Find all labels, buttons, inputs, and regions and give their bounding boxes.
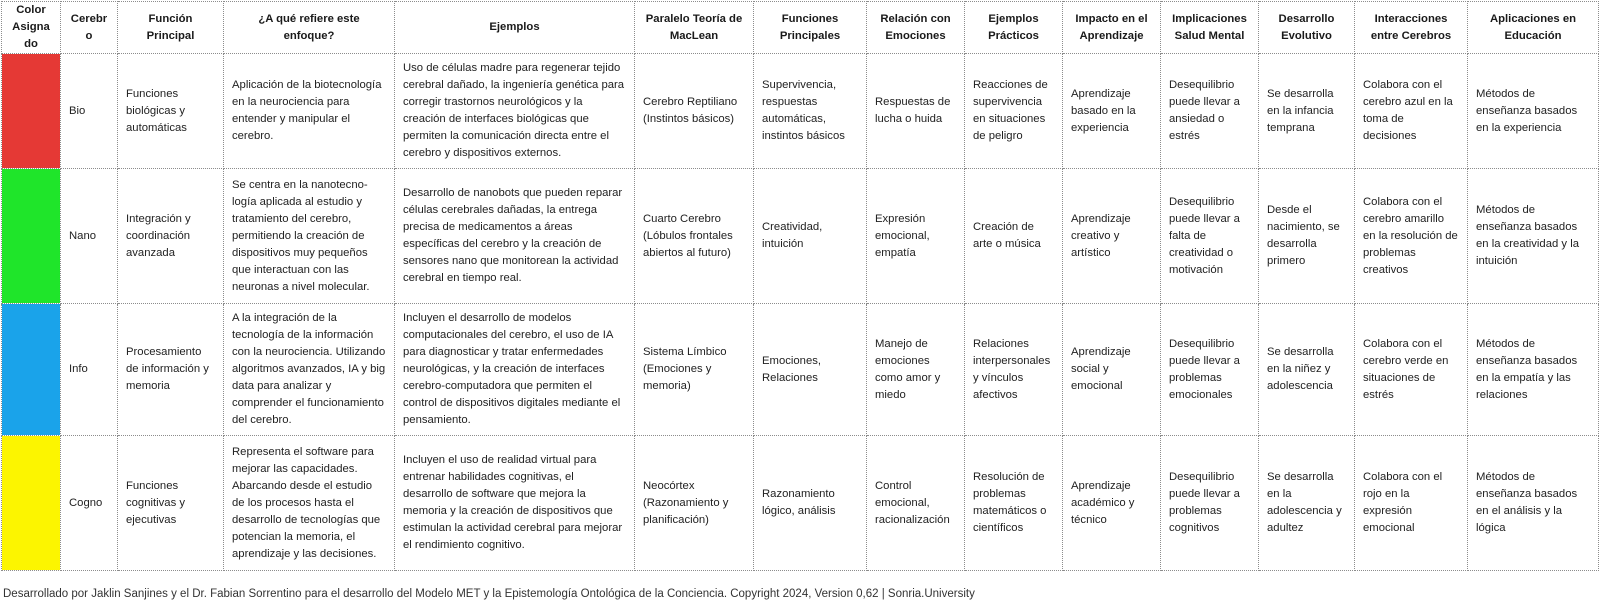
header-evolutionary-development: Desarrollo Evolutivo: [1259, 2, 1355, 54]
brain-name: Cogno: [61, 436, 118, 571]
table-cell: Desarrollo de nanobots que pueden reparar células cerebrales dañadas, la entrega precisa de medicamentos a áreas específicas del cerebro y la creación de sensores nano que monitorean la actividad cerebral en tiempo real.: [395, 169, 635, 304]
header-main-functions: Funciones Principales: [754, 2, 867, 54]
table-cell: Métodos de enseñanza basados en la empatía y las relaciones: [1468, 304, 1599, 436]
table-cell: Aplicación de la biotecnología en la neurociencia para entender y manipular el cerebro.: [224, 54, 395, 169]
table-cell: Aprendizaje social y emocional: [1063, 304, 1161, 436]
table-cell: Cuarto Cerebro (Lóbulos frontales abiertos al futuro): [635, 169, 754, 304]
table-cell: Cerebro Reptiliano (Instintos básicos): [635, 54, 754, 169]
header-approach: ¿A qué refiere este enfoque?: [224, 2, 395, 54]
table-cell: Aprendizaje creativo y artístico: [1063, 169, 1161, 304]
table-cell: Neocórtex (Razonamiento y planificación): [635, 436, 754, 571]
table-cell: Métodos de enseñanza basados en el análisis y la lógica: [1468, 436, 1599, 571]
table-cell: Sistema Límbico (Emociones y memoria): [635, 304, 754, 436]
brain-model-table: [1, 1, 1599, 571]
table-cell: Desequilibrio puede llevar a problemas cognitivos: [1161, 436, 1259, 571]
table-cell: Se desarrolla en la niñez y adolescencia: [1259, 304, 1355, 436]
brain-name: Nano: [61, 169, 118, 304]
header-practical-examples: Ejemplos Prácticos: [965, 2, 1063, 54]
table-cell: Funciones biológicas y automáticas: [118, 54, 224, 169]
table-cell: Procesamiento de información y memoria: [118, 304, 224, 436]
table-cell: Colabora con el rojo en la expresión emocional: [1355, 436, 1468, 571]
table-cell: Emociones, Relaciones: [754, 304, 867, 436]
color-swatch: [2, 54, 61, 169]
table-cell: Aprendizaje basado en la experiencia: [1063, 54, 1161, 169]
color-swatch: [2, 169, 61, 304]
table-cell: Manejo de emociones como amor y miedo: [867, 304, 965, 436]
table-cell: Se desarrolla en la adolescencia y adultez: [1259, 436, 1355, 571]
table-cell: Se desarrolla en la infancia temprana: [1259, 54, 1355, 169]
table-cell: Respuestas de lucha o huida: [867, 54, 965, 169]
table-cell: Desde el nacimiento, se desarrolla primero: [1259, 169, 1355, 304]
header-color: Color Asignado: [2, 2, 61, 54]
table-cell: Creación de arte o música: [965, 169, 1063, 304]
table-cell: Colabora con el cerebro verde en situaciones de estrés: [1355, 304, 1468, 436]
table-cell: Incluyen el uso de realidad virtual para entrenar habilidades cognitivas, el desarrollo de software que mejora la memoria y la creación de dispositivos que estimulan la actividad cerebral para mejorar el rendimiento cognitivo.: [395, 436, 635, 571]
table-cell: Desequilibrio puede llevar a falta de creatividad o motivación: [1161, 169, 1259, 304]
footer-credits: Desarrollado por Jaklin Sanjines y el Dr. Fabian Sorrentino para el desarrollo del Modelo MET y la Epistemología Ontológica de la Conciencia. Copyright 2024, Version 0,62 | Sonria.University: [3, 588, 975, 600]
brain-name: Info: [61, 304, 118, 436]
table-row: [2, 304, 1599, 436]
table-cell: Relaciones interpersonales y vínculos afectivos: [965, 304, 1063, 436]
header-examples: Ejemplos: [395, 2, 635, 54]
color-swatch: [2, 436, 61, 571]
table-cell: Reacciones de supervivencia en situaciones de peligro: [965, 54, 1063, 169]
table-cell: Desequilibrio puede llevar a ansiedad o estrés: [1161, 54, 1259, 169]
header-maclean: Paralelo Teoría de MacLean: [635, 2, 754, 54]
table-cell: Desequilibrio puede llevar a problemas emocionales: [1161, 304, 1259, 436]
table-cell: Colabora con el cerebro azul en la toma de decisiones: [1355, 54, 1468, 169]
table-cell: A la integración de la tecnología de la información con la neurociencia. Utilizando algoritmos avanzados, IA y big data para analizar y comprender el funcionamiento del cerebro.: [224, 304, 395, 436]
header-mental-health: Implicaciones Salud Mental: [1161, 2, 1259, 54]
header-brain-interactions: Interacciones entre Cerebros: [1355, 2, 1468, 54]
table-cell: Métodos de enseñanza basados en la experiencia: [1468, 54, 1599, 169]
table-cell: Se centra en la nanotecno-logía aplicada al estudio y tratamiento del cerebro, permitiendo la creación de dispositivos muy pequeños que interactuan con las neuronas a nivel molecular.: [224, 169, 395, 304]
table-row: [2, 54, 1599, 169]
header-row: [2, 2, 1599, 54]
color-swatch: [2, 304, 61, 436]
brain-name: Bio: [61, 54, 118, 169]
header-main-function: Función Principal: [118, 2, 224, 54]
table-cell: Incluyen el desarrollo de modelos computacionales del cerebro, el uso de IA para diagnosticar y tratar enfermedades neurológicas, y la creación de interfaces cerebro-computadora que permiten el control de dispositivos digitales mediante el pensamiento.: [395, 304, 635, 436]
table-row: [2, 169, 1599, 304]
table-cell: Razonamiento lógico, análisis: [754, 436, 867, 571]
table-cell: Aprendizaje académico y técnico: [1063, 436, 1161, 571]
header-learning-impact: Impacto en el Aprendizaje: [1063, 2, 1161, 54]
table-cell: Supervivencia, respuestas automáticas, instintos básicos: [754, 54, 867, 169]
table-cell: Representa el software para mejorar las capacidades. Abarcando desde el estudio de los procesos hasta el desarrollo de tecnologías que potencian la memoria, el aprendizaje y las decisiones.: [224, 436, 395, 571]
header-education: Aplicaciones en Educación: [1468, 2, 1599, 54]
table-cell: Control emocional, racionalización: [867, 436, 965, 571]
table-cell: Uso de células madre para regenerar tejido cerebral dañado, la ingeniería genética para corregir trastornos neurológicos y la creación de interfaces biológicas que permiten la comunicación directa entre el cerebro y dispositivos externos.: [395, 54, 635, 169]
table-row: [2, 436, 1599, 571]
table-cell: Métodos de enseñanza basados en la creatividad y la intuición: [1468, 169, 1599, 304]
table-cell: Integración y coordinación avanzada: [118, 169, 224, 304]
header-emotions: Relación con Emociones: [867, 2, 965, 54]
header-brain: Cerebro: [61, 2, 118, 54]
table-cell: Expresión emocional, empatía: [867, 169, 965, 304]
table-cell: Resolución de problemas matemáticos o científicos: [965, 436, 1063, 571]
table-cell: Colabora con el cerebro amarillo en la resolución de problemas creativos: [1355, 169, 1468, 304]
table-cell: Funciones cognitivas y ejecutivas: [118, 436, 224, 571]
table-cell: Creatividad, intuición: [754, 169, 867, 304]
